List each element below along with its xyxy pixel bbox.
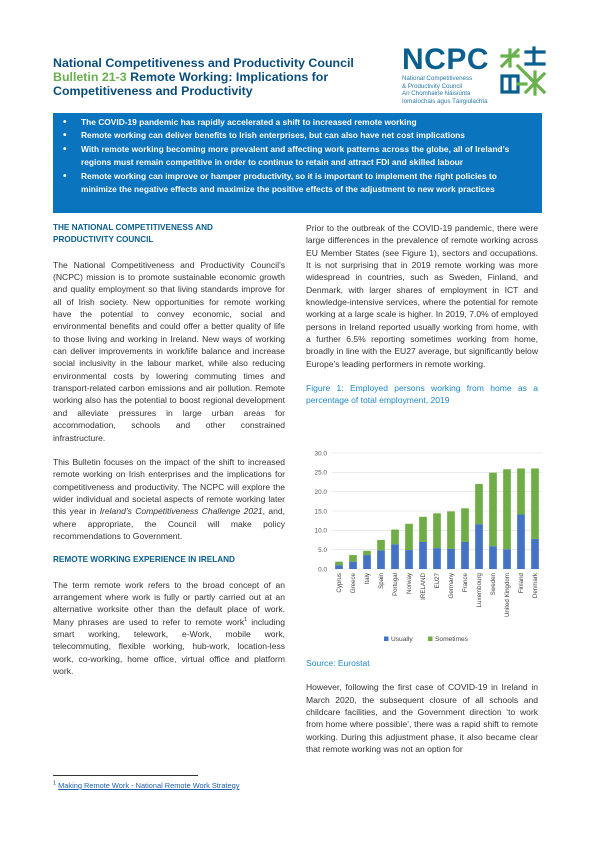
key-points-list xyxy=(59,116,536,196)
bar-sometimes xyxy=(461,508,469,542)
key-point-continued: minimize the negative effects and maximize the positive effects of the adjustment to new work practices xyxy=(81,184,495,195)
bar-usually xyxy=(475,524,483,569)
bar-usually xyxy=(517,514,525,569)
bar-sometimes xyxy=(531,468,539,538)
key-points-box xyxy=(53,113,542,213)
logo-sub-3: An Chomhairle Náisiúnta xyxy=(402,90,471,98)
left-column xyxy=(53,222,285,677)
bar-sometimes xyxy=(377,540,385,550)
footnote-link[interactable]: Making Remote Work - National Remote Work Strategy xyxy=(58,781,240,790)
legend-label: Sometimes xyxy=(435,636,468,643)
figure-1-chart xyxy=(306,449,546,654)
legend-swatch xyxy=(428,637,433,642)
bar-usually xyxy=(447,549,455,569)
logo-sub-4: Iomaíochais agus Táirgiúlachta xyxy=(402,97,488,105)
bar-usually xyxy=(503,549,511,569)
y-tick-label: 30.0 xyxy=(314,450,327,458)
x-tick-label: Finland xyxy=(518,573,525,594)
figure-caption: Figure 1: Employed persons working from home as a percentage of total employment, 2019 xyxy=(306,383,538,406)
paragraph-bulletin-focus xyxy=(53,456,285,542)
x-tick-label: Germany xyxy=(448,573,455,599)
bar-usually xyxy=(531,539,539,569)
x-tick-label: Cyprus xyxy=(336,573,343,593)
bar-chart xyxy=(306,449,546,654)
bar-usually xyxy=(349,562,357,569)
logo-acronym: NCPC xyxy=(402,43,490,76)
bar-usually xyxy=(405,550,413,569)
bar-sometimes xyxy=(517,468,525,514)
celtic-knot-icon xyxy=(496,46,552,102)
x-tick-label: Denmark xyxy=(532,573,539,599)
x-tick-label: Sweden xyxy=(490,573,497,596)
bulletin-title xyxy=(53,70,383,84)
footnote-number: 1 xyxy=(53,780,57,787)
key-point-continued: regions must remain competitive in order to continue to retain and attract FDI and skilled labour xyxy=(81,157,464,168)
x-tick-label: Italy xyxy=(364,573,371,585)
y-tick-label: 5.0 xyxy=(318,546,327,554)
logo-sub-2: & Productivity Council xyxy=(402,82,463,90)
paragraph-prior-outbreak: Prior to the outbreak of the COVID-19 pandemic, there were large differences in the prevalence of remote working across EU Member States (see Figure 1), sectors and occupations. It is not surprising that in 2019 remote working was more widespread in countries, such as Sweden, Finland, and Denmark, with larger shares of employment in ICT and knowledge-intensive services, where the potential for remote working at a large scale is higher. In 2019, 7.0% of employed persons in Ireland reported usually working from home, with a further 6.5% reporting sometimes working from home, broadly in line with the EU27 average, but significantly below Europe’s leading performers in remote working. xyxy=(306,223,538,369)
bar-sometimes xyxy=(335,562,343,565)
bar-usually xyxy=(391,544,399,569)
x-tick-label: United Kingdom xyxy=(504,573,511,618)
bar-usually xyxy=(461,542,469,569)
footnote-ref: 1 xyxy=(244,616,248,623)
bar-sometimes xyxy=(503,469,511,549)
x-tick-label: IRELAND xyxy=(420,573,427,600)
footnote-divider xyxy=(53,775,198,776)
bar-usually xyxy=(363,555,371,569)
x-tick-label: France xyxy=(462,573,469,593)
right-column-lower xyxy=(306,657,538,755)
bar-usually xyxy=(377,550,385,569)
bar-sometimes xyxy=(405,524,413,550)
y-tick-label: 20.0 xyxy=(314,488,327,496)
section-heading-remote-working: REMOTE WORKING EXPERIENCE IN IRELAND xyxy=(53,555,235,565)
bar-usually xyxy=(433,548,441,569)
bar-sometimes xyxy=(349,555,357,562)
footnote xyxy=(53,781,239,791)
report-title: Ireland’s Competitiveness Challenge 2021 xyxy=(99,506,263,517)
logo-sub-1: National Competitiveness xyxy=(402,75,473,82)
y-tick-label: 0.0 xyxy=(318,566,327,574)
ncpc-logo xyxy=(402,44,552,106)
x-tick-label: Greece xyxy=(350,573,357,594)
legend-swatch xyxy=(384,637,389,642)
org-title: National Competitiveness and Productivity Council xyxy=(53,56,354,70)
page-header xyxy=(53,56,383,98)
paragraph-remote-definition xyxy=(53,579,285,678)
x-tick-label: Norway xyxy=(406,573,413,594)
x-tick-label: Spain xyxy=(378,573,385,589)
bar-sometimes xyxy=(433,513,441,548)
x-tick-label: EU27 xyxy=(434,573,441,589)
key-point: • Remote working can deliver benefits to Irish enterprises, but can also have net cost implications xyxy=(59,129,536,142)
paragraph-covid-shift: However, following the first case of COVID-19 in Ireland in March 2020, the subsequent closure of all schools and childcare facilities, and the Government direction ‘to work from home where possible’, there was a rapid shift to remote working. During this adjustment phase, it also became clear that remote working was not an option for xyxy=(306,682,538,755)
bar-sometimes xyxy=(391,530,399,545)
key-point: • With remote working becoming more prevalent and affecting work patterns across the globe, all of Ireland’s xyxy=(59,143,536,156)
bar-sometimes xyxy=(363,551,371,555)
y-tick-label: 10.0 xyxy=(314,527,327,535)
bulletin-number: Bulletin 21-3 xyxy=(53,70,127,84)
bar-usually xyxy=(419,542,427,569)
bulletin-title-line2: Competitiveness and Productivity xyxy=(53,84,253,98)
x-tick-label: Portugal xyxy=(392,573,399,597)
section-heading-ncpc: THE NATIONAL COMPETITIVENESS AND xyxy=(53,223,213,232)
paragraph-bulletin-focus-b: , and, where appropriate, the Council will make policy recommendations to Government. xyxy=(53,506,286,541)
y-tick-label: 25.0 xyxy=(314,469,327,477)
key-point: • Remote working can improve or hamper productivity, so it is important to implement the right policies to xyxy=(59,170,536,183)
paragraph-mission: The National Competitiveness and Productivity Council’s (NCPC) mission is to promote sustainable economic growth and quality employment so that living standards improve for all of Irish society. New opportunities for remote working have the potential to convey economic, social and environmental benefits and could offer a better quality of life to those living and working in Ireland. New ways of working can deliver improvements in work/life balance and increase social inclusivity in the labour market, while also reducing environmental costs by lowering commuting times and transport-related carbon emissions and air pollution. Remote working also has the potential to boost regional development and alleviate pressures in large urban areas for accommodation, schools and other constrained infrastructure. xyxy=(53,259,285,443)
bar-sometimes xyxy=(419,517,427,542)
bar-sometimes xyxy=(489,473,497,546)
legend-label: Usually xyxy=(391,636,413,643)
paragraph-remote-definition-a: The term remote work refers to the broad concept of an arrangement where work is fully or partly carried out at an alternative worksite other than the default place of work. Many phrases are used to refer to remote work xyxy=(53,579,285,627)
paragraph-remote-definition-b: including smart working, telework, e-Work, mobile work, telecommuting, flexible working, hub-work, location-less work, co-working, home office, virtual office and platform work. xyxy=(53,616,285,676)
key-point: • The COVID-19 pandemic has rapidly accelerated a shift to increased remote working xyxy=(59,116,536,129)
x-tick-label: Luxembourg xyxy=(476,573,483,608)
bulletin-title-rest: Remote Working: Implications for xyxy=(126,70,329,84)
section-heading-ncpc-line2: PRODUCTIVITY COUNCIL xyxy=(53,235,154,245)
paragraph-bulletin-focus-a: This Bulletin focuses on the impact of the shift to increased remote working on Irish enterprises and the implications for competitiveness and productivity. The NCPC will explore the wider individual and societal aspects of remote working later this year in xyxy=(53,456,285,517)
y-tick-label: 15.0 xyxy=(314,508,327,516)
right-column xyxy=(306,222,538,407)
bar-sometimes xyxy=(447,511,455,549)
bar-usually xyxy=(335,565,343,569)
bar-sometimes xyxy=(475,484,483,524)
chart-source: Source: Eurostat xyxy=(306,658,370,668)
bar-usually xyxy=(489,546,497,569)
